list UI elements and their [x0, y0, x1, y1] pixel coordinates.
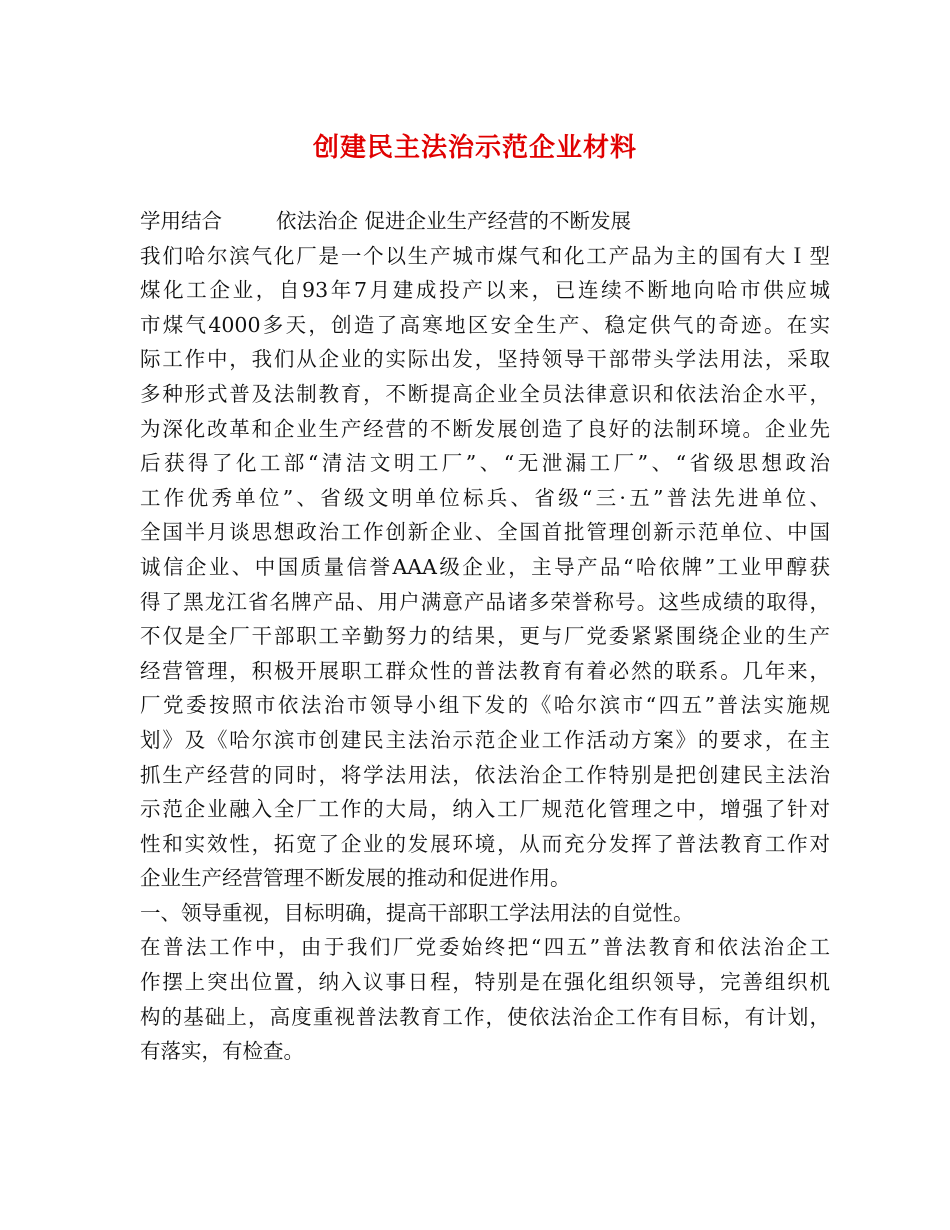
paragraph-line: 在普法工作中，由于我们厂党委始终把“四五”普法教育和依法治企工 [140, 935, 830, 960]
paragraph-line: 我们哈尔滨气化厂是一个以生产城市煤气和化工产品为主的国有大Ｉ型 [140, 243, 830, 268]
paragraph-line: 划》及《哈尔滨市创建民主法治示范企业工作活动方案》的要求，在主 [140, 727, 830, 752]
paragraph-line: 诚信企业、中国质量信誉AAA级企业，主导产品“哈依牌”工业甲醇获 [140, 554, 830, 579]
subtitle-left: 学用结合 [140, 209, 222, 233]
paragraph-line: 性和实效性，拓宽了企业的发展环境，从而充分发挥了普法教育工作对 [140, 831, 830, 856]
document-body [140, 204, 830, 1069]
paragraph-line: 厂党委按照市依法治市领导小组下发的《哈尔滨市“四五”普法实施规 [140, 693, 830, 718]
paragraph-line: 煤化工企业，自93年7月建成投产以来，已连续不断地向哈市供应城 [140, 278, 830, 303]
subtitle-line [140, 204, 830, 239]
paragraph-line: 企业生产经营管理不断发展的推动和促进作用。 [140, 866, 571, 891]
subtitle-right: 依法治企 促进企业生产经营的不断发展 [276, 209, 632, 233]
paragraph-line: 抓生产经营的同时，将学法用法，依法治企工作特别是把创建民主法治 [140, 762, 830, 787]
paragraph-line: 多种形式普及法制教育，不断提高企业全员法律意识和依法治企水平， [140, 381, 830, 406]
paragraph-line: 示范企业融入全厂工作的大局，纳入工厂规范化管理之中，增强了针对 [140, 797, 830, 822]
document-title: 创建民主法治示范企业材料 [312, 133, 637, 163]
paragraph-line: 得了黑龙江省名牌产品、用户满意产品诸多荣誉称号。这些成绩的取得， [140, 589, 830, 614]
paragraph-line: 为深化改革和企业生产经营的不断发展创造了良好的法制环境。企业先 [140, 416, 830, 441]
paragraph-line: 不仅是全厂干部职工辛勤努力的结果，更与厂党委紧紧围绕企业的生产 [140, 624, 830, 649]
paragraph-line: 经营管理，积极开展职工群众性的普法教育有着必然的联系。几年来， [140, 658, 830, 683]
paragraph-2 [140, 930, 830, 1068]
paragraph-line: 作摆上突出位置，纳入议事日程，特别是在强化组织领导，完善组织机 [140, 970, 830, 995]
paragraph-line: 构的基础上，高度重视普法教育工作，使依法治企工作有目标，有计划， [140, 1004, 830, 1029]
paragraph-line: 后获得了化工部“清洁文明工厂”、“无泄漏工厂”、“省级思想政治 [140, 451, 830, 476]
paragraph-1 [140, 239, 830, 896]
paragraph-line: 市煤气4000多天，创造了高寒地区安全生产、稳定供气的奇迹。在实 [140, 312, 830, 337]
paragraph-line: 全国半月谈思想政治工作创新企业、全国首批管理创新示范单位、中国 [140, 520, 830, 545]
section-heading-1: 一、领导重视，目标明确，提高干部职工学法用法的自觉性。 [140, 900, 694, 925]
paragraph-line: 工作优秀单位”、省级文明单位标兵、省级“三·五”普法先进单位、 [140, 485, 830, 510]
paragraph-line: 际工作中，我们从企业的实际出发，坚持领导干部带头学法用法，采取 [140, 347, 830, 372]
paragraph-line: 有落实，有检查。 [140, 1039, 304, 1064]
